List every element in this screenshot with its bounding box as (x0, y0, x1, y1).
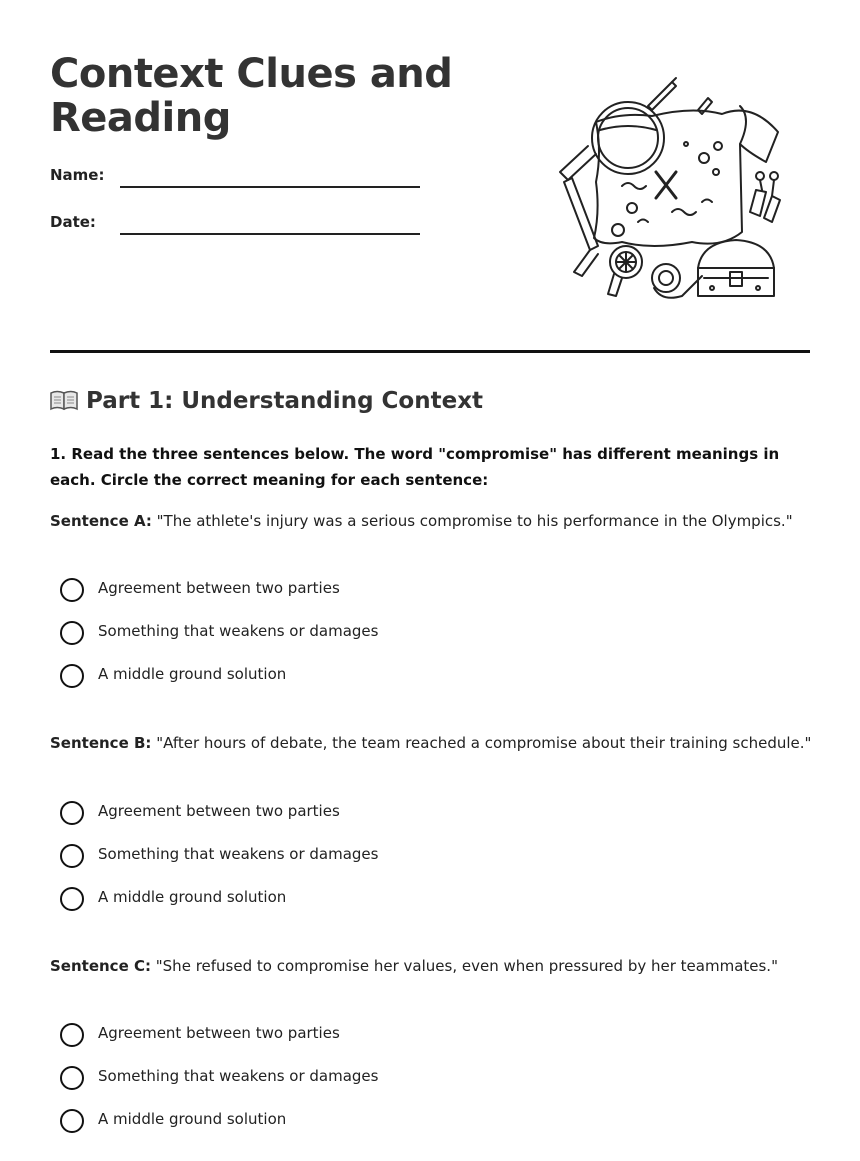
option-item (60, 800, 560, 843)
option-item (60, 1022, 560, 1065)
radio-option-circle[interactable] (60, 887, 84, 911)
date-label: Date: (50, 213, 96, 231)
sentence-label: Sentence C: (50, 957, 151, 975)
sentence-b (50, 734, 820, 752)
options-sentence-c (60, 1022, 560, 1151)
sentence-label: Sentence A: (50, 512, 152, 530)
date-field (50, 213, 430, 243)
option-label: A middle ground solution (98, 665, 287, 683)
option-label: Agreement between two parties (98, 802, 340, 820)
sentence-text: "After hours of debate, the team reached a compromise about their training schedule." (156, 734, 812, 752)
open-book-icon (50, 389, 78, 411)
sentence-label: Sentence B: (50, 734, 152, 752)
radio-option-circle[interactable] (60, 1066, 84, 1090)
option-item (60, 1108, 560, 1151)
part-1-heading (50, 388, 483, 414)
radio-option-circle[interactable] (60, 1023, 84, 1047)
option-item (60, 577, 560, 620)
name-field (50, 166, 430, 196)
option-item (60, 620, 560, 663)
option-item (60, 663, 560, 706)
question-1: 1. Read the three sentences below. The word "compromise" has different meanings in each. Circle the correct meaning for each sentence: (50, 445, 780, 489)
option-label: A middle ground solution (98, 888, 287, 906)
radio-option-circle[interactable] (60, 578, 84, 602)
radio-option-circle[interactable] (60, 801, 84, 825)
option-label: Something that weakens or damages (98, 845, 379, 863)
option-label: Something that weakens or damages (98, 622, 379, 640)
radio-option-circle[interactable] (60, 664, 84, 688)
radio-option-circle[interactable] (60, 844, 84, 868)
radio-option-circle[interactable] (60, 1109, 84, 1133)
treasure-map-icon (552, 72, 788, 308)
option-label: Something that weakens or damages (98, 1067, 379, 1085)
option-label: A middle ground solution (98, 1110, 287, 1128)
option-label: Agreement between two parties (98, 579, 340, 597)
sentence-text: "She refused to compromise her values, even when pressured by her teammates." (155, 957, 778, 975)
sentence-text: "The athlete's injury was a serious compromise to his performance in the Olympics." (156, 512, 793, 530)
page-title: Context Clues and Reading (50, 51, 453, 141)
header-divider (50, 350, 810, 353)
option-item (60, 886, 560, 929)
option-item (60, 1065, 560, 1108)
name-label: Name: (50, 166, 105, 184)
name-line[interactable] (120, 186, 420, 188)
part-1-heading-text: Part 1: Understanding Context (86, 388, 484, 414)
option-item (60, 843, 560, 886)
options-sentence-b (60, 800, 560, 929)
sentence-a (50, 512, 820, 530)
options-sentence-a (60, 577, 560, 706)
sentence-c (50, 957, 820, 975)
option-label: Agreement between two parties (98, 1024, 340, 1042)
radio-option-circle[interactable] (60, 621, 84, 645)
date-line[interactable] (120, 233, 420, 235)
